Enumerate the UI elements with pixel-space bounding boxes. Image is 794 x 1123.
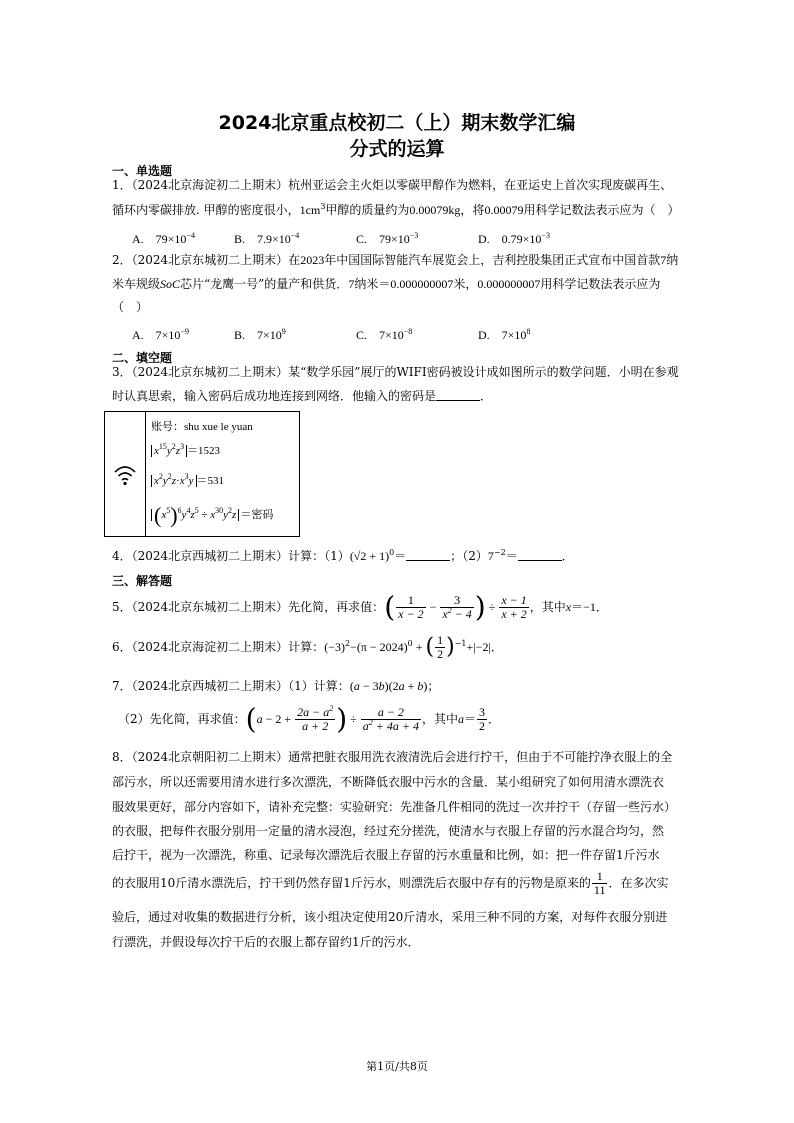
q1-option-b: B. $7.9\times 10^{-4}$ [234, 231, 300, 246]
q3-line1: 3．（2024北京东城初二上期末）某“数学乐园”展厅的WIFI密码被设计成如图所示的数学问题．小明在参观 [112, 365, 679, 379]
page-footer: 第1页/共8页 [366, 1060, 428, 1073]
q1-option-c: C. $79\times 10^{-3}$ [356, 231, 419, 246]
q8-line4: 的衣服，把每件衣服分别用一定量的清水浸泡，经过充分搓洗，使清水与衣服上存留的污水混合均匀，然 [112, 824, 665, 838]
wifi-account: 账号：shu xue le yuan [151, 420, 253, 433]
answer-blank [436, 390, 480, 401]
wifi-icon [105, 412, 145, 536]
section-solution: 三、解答题 [112, 574, 173, 588]
q8-line5: 后拧干，视为一次漂洗，称重、记录每次漂洗后衣服上存留的污水重量和比例，如：把一件存留1斤污水 [112, 848, 660, 862]
q1-line2: 循环内零碳排放. 甲醇的密度很小，$1cm^3$甲醇的质量约为0.00079kg，将0.00079用科学记数法表示应为（ ） [112, 202, 680, 217]
q7-line1: 7．（2024北京西城初二上期末）（1）计算：(a − 3b)(2a + b)； [112, 679, 440, 693]
q1-option-d: D. $0.79\times 10^{-3}$ [478, 231, 550, 246]
q8-line1: 8．（2024北京朝阳初二上期末）通常把脏衣服用洗衣液清洗后会进行拧干，但由于不可能拧净衣服上的全 [112, 750, 673, 764]
doc-subtitle: 分式的运算 [349, 138, 445, 160]
wifi-equation-1: $x^{15}y^2z^3 =1523$ [151, 442, 220, 458]
q8-line2: 部污水，所以还需要用清水进行多次漂洗，不断降低衣服中污水的含量．某小组研究了如何用清水漂洗衣 [112, 775, 665, 789]
q2-option-a: A. $7\times 10^{-9}$ [132, 327, 189, 342]
q8-line6: 的衣服用10斤清水漂洗后，拧干到仍然存留1斤污水，则漂洗后衣服中存有的污物是原来的 $\frac{1}{11}$ ．在多次实 [112, 869, 669, 897]
wifi-equation-2: $x^2y^2z\cdot x^3y =531$ [151, 472, 224, 488]
q8-line7: 验后，通过对收集的数据进行分析，该小组决定使用20斤清水，采用三种不同的方案，对每件衣服分别进 [112, 910, 668, 924]
q7-line2: （2）先化简，再求值：(a − 2 + $\frac{2a - a^2}{a + 2}$ ) ÷ $\frac{a - 2}{a^2 + 4a + 4}$ ，其中a＝ $\frac{3}{2}$ ． [118, 702, 501, 736]
wifi-password-figure [104, 411, 300, 537]
q2-line2: 米车规级SoC芯片“龙鹰一号”的量产和供货．7纳米＝0.000000007米，0.000000007用科学记数法表示应为 [112, 277, 661, 291]
q5-line: 5．（2024北京东城初二上期末）先化简，再求值：( $\frac{1}{x - 2}$ − $\frac{3}{x^2 - 4}$ ) ÷ $\frac{x - 1}{x + 2}$ ，其中x＝−1． [112, 590, 608, 624]
section-single-choice: 一、单选题 [112, 164, 173, 178]
q2-option-d: D. $7\times 10^8$ [478, 327, 531, 342]
wifi-equation-3: $(x^5)^6y^4z^5 \div x^{30}y^2z$ ＝密码 [151, 506, 273, 522]
wifi-icon-cell [105, 412, 146, 536]
q2-option-c: C. $7\times 10^{-8}$ [356, 327, 413, 342]
section-fill-in: 二、填空题 [112, 351, 173, 365]
q2-option-b: B. $7\times 10^9$ [234, 327, 286, 342]
q8-line3: 服效果更好，部分内容如下，请补充完整：实验研究：先准备几件相同的洗过一次并拧干（存留一些污水） [112, 800, 677, 814]
q3-line2: 时认真思索，输入密码后成功地连接到网络．他输入的密码是 ． [112, 389, 493, 403]
q1-line1: 1．（2024北京海淀初二上期末）杭州亚运会主火炬以零碳甲醇作为燃料，在亚运史上首次实现废碳再生、 [112, 178, 673, 192]
answer-blank [406, 550, 450, 561]
answer-blank [518, 550, 562, 561]
q2-line1: 2．（2024北京东城初二上期末）在2023年中国国际智能汽车展览会上，吉利控股集团正式宣布中国首款7纳 [112, 253, 679, 267]
q8-line8: 行漂洗，并假设每次拧干后的衣服上都存留约1斤的污水． [112, 935, 420, 949]
q2-line3: （ ） [112, 300, 149, 314]
q6-line: 6．（2024北京海淀初二上期末）计算：$(-3)^2-(\pi - 2024)^0$ + ( $\frac{1}{2}$ )$^{-1}$+|−2|． [112, 633, 503, 661]
doc-title: 2024北京重点校初二（上）期末数学汇编 [218, 112, 576, 134]
q4-line: 4．（2024北京西城初二上期末）计算：$(1)(√2 + 1)^0=$ ；$(2)7^{-2}=$ ． [112, 548, 574, 563]
q1-option-a: A. $79\times 10^{-4}$ [132, 231, 195, 246]
